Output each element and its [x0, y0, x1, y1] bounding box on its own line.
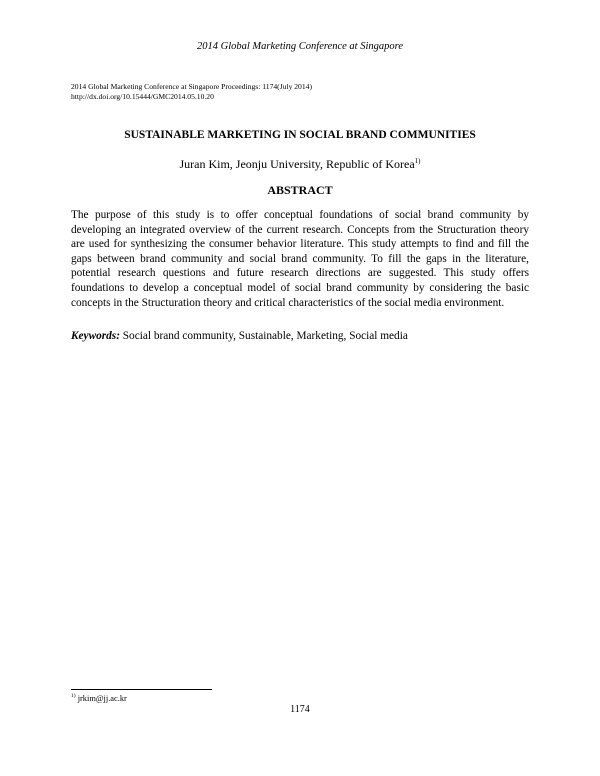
author-affiliation: Juran Kim, Jeonju University, Republic of Korea: [179, 157, 415, 171]
keywords-text: Social brand community, Sustainable, Marketing, Social media: [119, 330, 408, 342]
footnote-divider: [71, 689, 212, 690]
paper-title: SUSTAINABLE MARKETING IN SOCIAL BRAND COMMUNITIES: [124, 129, 476, 141]
doi-line: http://dx.doi.org/10.15444/GMC2014.05.10.20: [71, 92, 214, 101]
footnote-email: jrkim@jj.ac.kr: [75, 694, 127, 703]
footnote: [71, 694, 127, 703]
footnote-marker: 1): [71, 693, 76, 700]
running-header: 2014 Global Marketing Conference at Singapore: [197, 41, 403, 52]
author-footnote-marker: 1): [414, 157, 421, 165]
page-number: 1174: [290, 704, 310, 715]
abstract-heading: ABSTRACT: [267, 183, 333, 197]
keywords-label: Keywords:: [71, 330, 120, 342]
proceedings-line: 2014 Global Marketing Conference at Singapore Proceedings: 1174(July 2014): [71, 82, 312, 91]
proceedings-citation: [71, 82, 312, 102]
keywords-line: [71, 329, 529, 344]
abstract-body: The purpose of this study is to offer conceptual foundations of social brand community by developing an integrated overview of the current research. Concepts from the Structuration theory are used for synthesizing the consumer behavior literature. This study attempts to find and fill the gaps between brand community and social brand community. To fill the gaps in the literature, potential research questions and future research directions are suggested. This study offers foundations to develop a conceptual model of social brand community by considering the basic concepts in the Structuration theory and critical characteristics of the social media environment.: [71, 209, 529, 309]
author-line: [0, 157, 600, 172]
